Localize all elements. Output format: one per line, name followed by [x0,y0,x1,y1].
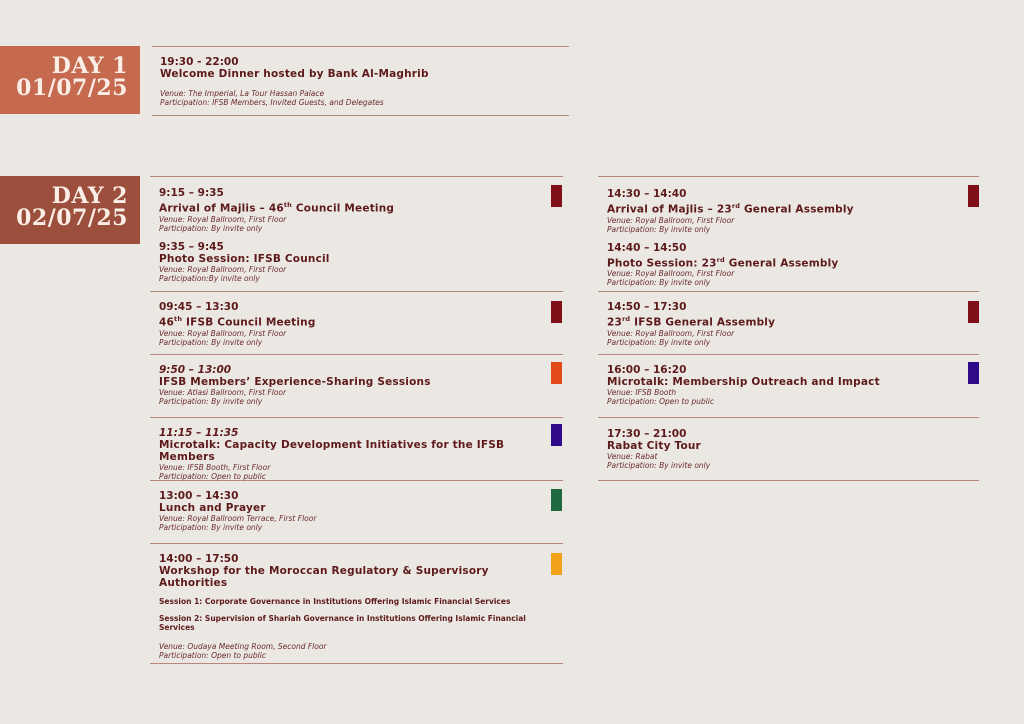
event [159,187,544,233]
day1-tag [0,46,140,114]
divider [150,663,563,664]
schedule-block [159,301,544,347]
schedule-block [607,188,962,295]
event-title: Lunch and Prayer [159,502,266,514]
category-swatch [551,424,562,446]
event-time: 14:30 – 14:40 [607,188,687,200]
event-participation: Participation: By invite only [607,461,711,470]
category-swatch [551,185,562,207]
event-time: 14:00 – 17:50 [159,553,239,565]
day1-label: DAY 1 [51,53,128,79]
category-swatch [968,185,979,207]
event-participation: Participation: Open to public [159,651,266,660]
divider [150,417,563,418]
event-venue: Venue: Royal Ballroom, First Floor [159,264,287,274]
event-participation: Participation: By invite only [607,278,711,287]
session-line: Session 2: Supervision of Shariah Governance in Institutions Offering Islamic Financial Services [159,614,526,632]
event-title: 23rd IFSB General Assembly [607,315,776,329]
schedule-block [607,428,962,470]
divider [598,417,979,418]
event [607,242,962,288]
event-venue: Venue: Royal Ballroom, First Floor [607,215,735,225]
divider [598,480,979,481]
category-swatch [551,301,562,323]
event-venue: Venue: Royal Ballroom Terrace, First Floor [159,514,317,523]
event-title: Photo Session: 23rd General Assembly [607,255,839,269]
event-title: Rabat City Tour [607,440,701,452]
event-title: Welcome Dinner hosted by Bank Al-Maghrib [160,68,429,80]
day2-date: 02/07/25 [16,205,128,231]
schedule-block [159,427,544,481]
event-time: 11:15 – 11:35 [159,427,239,439]
event-venue: Venue: IFSB Booth, First Floor [159,463,271,472]
day2-tag [0,176,140,244]
event-time: 19:30 - 22:00 [160,56,239,68]
event-participation: Participation: By invite only [159,523,263,532]
schedule-block [159,553,544,660]
event-title: Arrival of Majlis – 23rd General Assembly [607,202,854,216]
event-time: 17:30 – 21:00 [607,428,687,440]
event-participation: Participation: By invite only [607,224,711,234]
divider [150,354,563,355]
event-time: 9:15 – 9:35 [159,187,224,199]
event-participation: Participation:By invite only [159,273,260,283]
day1-date: 01/07/25 [16,75,128,101]
session-line: Session 1: Corporate Governance in Institutions Offering Islamic Financial Services [159,597,511,606]
divider [152,46,569,47]
event-venue: Venue: Atlasi Ballroom, First Floor [159,388,287,397]
schedule-block [159,490,544,532]
event-participation: Participation: By invite only [159,397,263,406]
event-title: Workshop for the Moroccan Regulatory & Supervisory Authorities [159,565,489,589]
event-participation: Participation: IFSB Members, Invited Guests, and Delegates [160,98,384,107]
event-venue: Venue: IFSB Booth [607,388,677,397]
event-venue: Venue: Royal Ballroom, First Floor [159,214,287,224]
event-venue: Venue: Royal Ballroom, First Floor [607,269,735,278]
event-time: 14:50 – 17:30 [607,301,687,313]
category-swatch [551,553,562,575]
schedule-block [159,187,544,291]
event-venue: Venue: Oudaya Meeting Room, Second Floor [159,642,327,651]
event-participation: Participation: Open to public [607,397,714,406]
event-title: Microtalk: Capacity Development Initiatives for the IFSB Members [159,439,505,463]
schedule-block [607,301,962,347]
event-venue: Venue: Rabat [607,452,658,461]
category-swatch [968,301,979,323]
event-title: IFSB Members’ Experience-Sharing Sessions [159,376,431,388]
event-title: 46th IFSB Council Meeting [159,315,316,329]
event-time: 9:50 – 13:00 [159,364,232,376]
event-time: 13:00 – 14:30 [159,490,239,502]
category-swatch [551,489,562,511]
event-title: Photo Session: IFSB Council [159,252,330,265]
day2-label: DAY 2 [51,183,128,209]
event-title: Microtalk: Membership Outreach and Impact [607,376,880,388]
event-time: 09:45 – 13:30 [159,301,239,313]
divider [598,176,979,177]
divider [150,291,563,292]
day1-event [160,56,560,107]
event-venue: Venue: The Imperial, La Tour Hassan Palace [160,89,325,98]
category-swatch [968,362,979,384]
event-title: Arrival of Majlis – 46th Council Meeting [159,201,395,215]
event-time: 9:35 – 9:45 [159,240,224,253]
event-venue: Venue: Royal Ballroom, First Floor [159,328,287,338]
event-participation: Participation: By invite only [159,223,263,233]
category-swatch [551,362,562,384]
divider [598,354,979,355]
event-participation: Participation: By invite only [607,337,711,347]
event-time: 16:00 – 16:20 [607,364,687,376]
divider [152,115,569,116]
event-time: 14:40 – 14:50 [607,241,687,254]
schedule-block [159,364,544,406]
event [159,241,544,283]
schedule-block [607,364,962,406]
divider [150,176,563,177]
event-participation: Participation: Open to public [159,472,266,481]
divider [150,543,563,544]
event-participation: Participation: By invite only [159,337,263,347]
event [607,188,962,234]
event-venue: Venue: Royal Ballroom, First Floor [607,328,735,338]
